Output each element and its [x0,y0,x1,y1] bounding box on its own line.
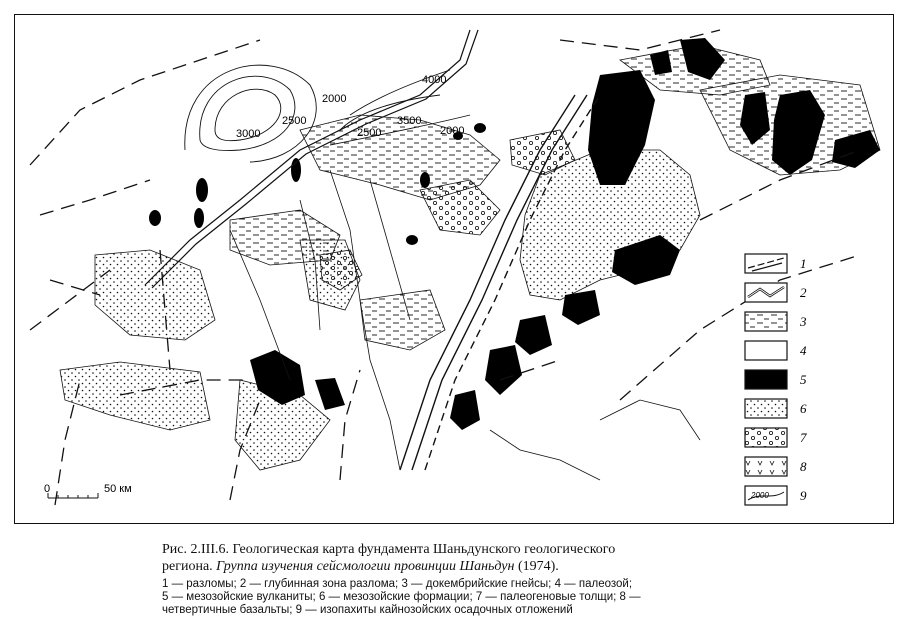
isopach-label: 2000 [322,93,347,105]
figure-caption [162,541,902,575]
legend-num-5: 5 [800,372,807,387]
isopach-label: 2000 [440,125,465,137]
scale-bar [48,493,98,498]
legend-text-line-2: 5 — мезозойские вулканиты; 6 — мезозойские формации; 7 — палеогеновые толщи; 8 — [162,591,641,603]
legend-description [162,578,902,617]
isopach-label: 2500 [357,127,382,139]
legend-num-3: 3 [800,314,807,329]
caption-line-2 [162,558,902,575]
legend-text-line-3: четвертичные базальты; 9 — изопахиты кайнозойских осадочных отложений [162,604,573,616]
legend-num-6: 6 [800,401,807,416]
caption-line-2-plain: региона. [162,559,217,574]
legend-num-8: 8 [800,459,807,474]
scale-end: 50 км [104,483,132,495]
legend-num-9: 9 [800,488,807,503]
legend-text-line-1: 1 — разломы; 2 — глубинная зона разлома; 3 — докембрийские гнейсы; 4 — палеозой; [162,578,633,590]
isopach-label: 3000 [236,128,261,140]
caption-year: (1974). [514,559,559,574]
legend-num-2: 2 [800,285,807,300]
caption-line-1: Рис. 2.III.6. Геологическая карта фундамента Шаньдунского геологического [162,542,616,557]
legend-swatches [745,254,787,505]
scale-zero: 0 [44,483,51,495]
legend-num-7: 7 [800,430,807,445]
caption-source: Группа изучения сейсмологии провинции Шаньдун [216,559,515,574]
legend-isopach-sample: 2000 [751,491,769,500]
legend-num-1: 1 [800,256,807,271]
legend-num-4: 4 [800,343,807,358]
isopach-label: 3500 [397,115,422,127]
isopach-label: 4000 [422,74,447,86]
isopach-label: 2500 [282,115,307,127]
